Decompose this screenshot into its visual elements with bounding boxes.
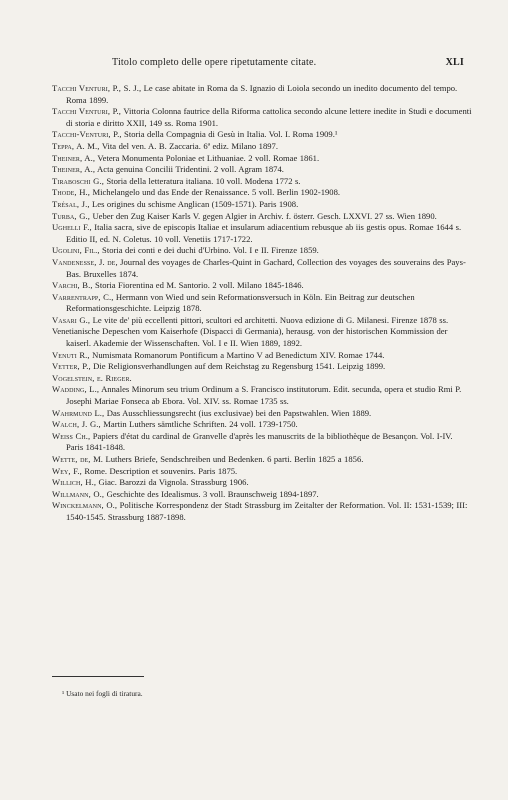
entry-text: Geschichte des Idealismus. 3 voll. Braunschweig 1894-1897. bbox=[104, 488, 319, 499]
footnote-rule bbox=[52, 676, 144, 677]
entry-text: Das Ausschliessungsrecht (ius exclusivae) bei den Papstwahlen. Wien 1889. bbox=[104, 407, 372, 418]
entry-text: Die Religionsverhandlungen auf dem Reichstag zu Regensburg 1541. Leipzig 1899. bbox=[90, 361, 386, 372]
entry-author: Venuti R., bbox=[52, 349, 90, 360]
entry-text: Papiers d'état du cardinal de Granvelle d'après les manuscrits de la bibliothèque de Besançon. Vol. I-IV. Paris 1841-1848. bbox=[66, 430, 453, 453]
entry-author: Willmann, O., bbox=[52, 488, 105, 499]
bibliography-entry bbox=[52, 489, 472, 501]
entry-text: Hermann von Wied und sein Reformationsversuch in Köln. Ein Beitrag zur deutschen Reformationsgeschichte. Leipzig 1878. bbox=[66, 291, 415, 314]
entry-author: Winckelmann, O., bbox=[52, 500, 118, 511]
page-number: XLI bbox=[445, 57, 464, 68]
bibliography-entry bbox=[52, 199, 472, 211]
entry-author: Wadding, L., bbox=[52, 384, 100, 395]
bibliography-entry bbox=[52, 141, 472, 153]
bibliography-entry bbox=[52, 106, 472, 129]
entry-author: Thode, H., bbox=[52, 187, 91, 198]
entry-text: Storia Fiorentina ed M. Santorio. 2 voll. Milano 1845-1846. bbox=[92, 280, 304, 291]
entry-author: Willich, H., bbox=[52, 477, 97, 488]
entry-text: Storia dei conti e dei duchi d'Urbino. Vol. I e II. Firenze 1859. bbox=[99, 245, 319, 256]
entry-text: Le case abitate in Roma da S. Ignazio di Loiola secondo un inedito documento del tempo. Roma 1899. bbox=[66, 83, 458, 105]
entry-text: Michelangelo und das Ende der Renaissance. 5 voll. Berlin 1902-1908. bbox=[90, 187, 341, 198]
bibliography-entry bbox=[52, 211, 472, 223]
bibliography-entry bbox=[52, 129, 472, 141]
entry-author: Teppa, A. M., bbox=[52, 140, 100, 151]
entry-text: Politische Korrespondenz der Stadt Strassburg im Zeitalter der Reformation. Vol. II: 1531-1539; III: 1540-1545. Strassburg 1887-1898. bbox=[66, 500, 468, 522]
bibliography-entry bbox=[52, 245, 472, 257]
bibliography-entry bbox=[52, 153, 472, 165]
entry-text: Ueber den Zug Kaiser Karls V. gegen Algier in Archiv. f. österr. Gesch. LXXVI. 27 ss. Wien 1890. bbox=[90, 210, 437, 221]
entry-author: Theiner, A., bbox=[52, 152, 96, 163]
entry-text: Luthers Briefe, Sendschreiben und Bedenken. 6 parti. Berlin 1825 a 1856. bbox=[103, 454, 364, 464]
bibliography-entry bbox=[52, 500, 472, 523]
bibliography-entry bbox=[52, 466, 472, 478]
bibliography-entry bbox=[52, 83, 472, 106]
bibliography-entry bbox=[52, 187, 472, 199]
entry-author: Walch, J. G., bbox=[52, 419, 101, 430]
entry-author: Vasari G., bbox=[52, 314, 91, 325]
entry-author: Wey, F., bbox=[52, 465, 82, 476]
bibliography-entry bbox=[52, 373, 472, 385]
entry-text: Le vite de' più eccellenti pittori, scultori ed architetti. Nuova edizione di G. Milanesi. Firenze 1878 ss. bbox=[90, 314, 449, 325]
entry-author: Vandenesse, J. de, bbox=[52, 256, 118, 267]
bibliography-entry bbox=[52, 431, 472, 454]
bibliography-entry bbox=[52, 454, 472, 466]
bibliography-entry bbox=[52, 164, 472, 176]
entry-author: Weiss Ch., bbox=[52, 430, 91, 441]
bibliography-entry bbox=[52, 326, 472, 349]
bibliography-entry bbox=[52, 257, 472, 280]
bibliography-entry bbox=[52, 315, 472, 327]
entry-author: Wahrmund L., bbox=[52, 407, 105, 418]
entry-text: Les origines du schisme Anglican (1509-1571). Paris 1908. bbox=[89, 198, 299, 209]
entry-author: Tiraboschi G., bbox=[52, 175, 104, 186]
bibliography-entry bbox=[52, 419, 472, 431]
entry-author: Varrentrapp, C., bbox=[52, 291, 114, 302]
entry-author: Theiner, A., bbox=[52, 164, 96, 175]
entry-text: Storia della Compagnia di Gesù in Italia. Vol. I. Roma 1909.¹ bbox=[121, 129, 338, 140]
entry-text: Vittoria Colonna fautrice della Riforma cattolica secondo alcune lettere inedite in Studi e documenti di storia e diritto XXII, 149 ss. Roma 1901. bbox=[66, 106, 472, 128]
footnote: ¹ Usato nei fogli di tiratura. bbox=[62, 689, 143, 698]
entry-author: Vetter, P., bbox=[52, 361, 91, 372]
entry-text: Giac. Barozzi da Vignola. Strassburg 1906. bbox=[96, 477, 249, 488]
entry-author: Trésal, J., bbox=[52, 198, 90, 209]
bibliography-entry bbox=[52, 477, 472, 489]
entry-text: Vita del ven. A. B. Zaccaria. 6ª ediz. Milano 1897. bbox=[99, 140, 278, 151]
entry-text: Italia sacra, sive de episcopis Italiae et insularum adiacentium rebusque ab iis gestis opus. Romae 1644 s. Editio II, ed. N. Coletus. 10 voll. Venetiis 1717-1722. bbox=[66, 222, 462, 244]
entry-author: Ughelli F., bbox=[52, 222, 92, 233]
entry-text: Venetianische Depeschen vom Kaiserhofe (Dispacci di Germania), herausg. von der historischen Kommission der kaiserl. Akademie der Wissenschaften. Vol. I e II. Wien 1889, 1892. bbox=[52, 326, 448, 349]
page-title: Titolo completo delle opere ripetutamente citate. bbox=[112, 57, 317, 68]
bibliography-entry bbox=[52, 384, 472, 407]
entry-text: Numismata Romanorum Pontificum a Martino V ad Benedictum XIV. Romae 1744. bbox=[89, 349, 385, 360]
bibliography-entry bbox=[52, 292, 472, 315]
entry-text: Journal des voyages de Charles-Quint in Gachard, Collection des voyages des souverains des Pays-Bas. Bruxelles 1874. bbox=[66, 256, 466, 279]
entry-text: Vetera Monumenta Poloniae et Lithuaniae. 2 voll. Romae 1861. bbox=[95, 152, 320, 163]
entry-author: Turba, G., bbox=[52, 210, 91, 221]
entry-text: Martin Luthers sämtliche Schriften. 24 voll. 1739-1750. bbox=[100, 419, 298, 430]
entry-author: Varchi, B., bbox=[52, 280, 93, 291]
entry-text: Rome. Description et souvenirs. Paris 1875. bbox=[81, 465, 238, 476]
entry-author: Tacchi-Venturi, P., bbox=[52, 129, 122, 140]
bibliography-entry bbox=[52, 176, 472, 188]
entry-text: Annales Minorum seu trium Ordinum a S. Francisco institutorum. Edit. secunda, opera et studio Rmi P. Josephi Mariae Fonseca ab Ebora. Vol. XIV. ss. Romae 1735 ss. bbox=[66, 384, 462, 407]
bibliography-entry bbox=[52, 350, 472, 362]
bibliography-entry bbox=[52, 222, 472, 245]
entry-author: Tacchi Venturi, P., S. J., bbox=[52, 83, 142, 93]
bibliography-entry bbox=[52, 280, 472, 292]
entry-author: Wette, de, M. bbox=[52, 454, 104, 464]
bibliography-entry bbox=[52, 408, 472, 420]
entry-text: Acta genuina Concilii Tridentini. 2 voll. Agram 1874. bbox=[95, 164, 284, 175]
entry-author: Ugolini, Fil., bbox=[52, 245, 100, 256]
running-head bbox=[112, 56, 464, 70]
entry-author: Vogelstein, e. Rieger. bbox=[52, 372, 132, 383]
bibliography-list bbox=[52, 83, 472, 524]
entry-text: Storia della letteratura italiana. 10 voll. Modena 1772 s. bbox=[103, 175, 301, 186]
entry-author: Tacchi Venturi, P., bbox=[52, 106, 122, 117]
bibliography-entry bbox=[52, 361, 472, 373]
